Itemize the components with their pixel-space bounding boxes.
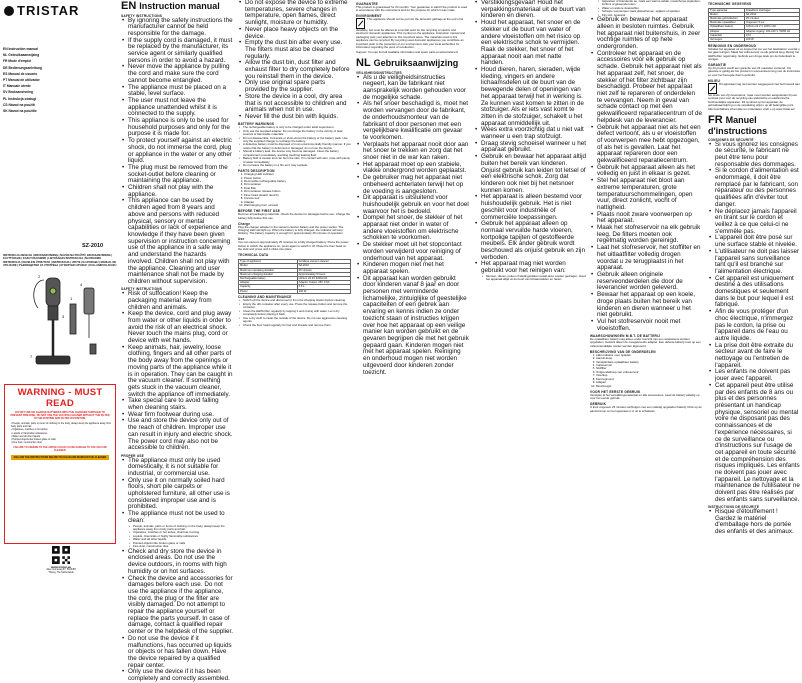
vacuum-illustration: [10, 268, 110, 372]
list-item: • Vul het stofreservoir nooit met vloeistoffen.: [597, 319, 702, 332]
list-item: • Children shall not play with the appliance.: [128, 185, 233, 198]
spec-value: Adaptor Output: 26V 0.5A: [297, 281, 350, 285]
list-item: • Water and all other liquids: [11, 435, 111, 438]
section-heading: BESCHRIJVING VAN DE ONDERDELEN: [590, 349, 656, 354]
fr-safety-list: [708, 142, 800, 504]
svg-text:2: 2: [38, 274, 41, 279]
section-heading: Charge: [238, 221, 251, 226]
warning-list: [11, 422, 111, 444]
paragraph: Verwijder al het verpakkingsmateriaal en alle accessoires. Laad de batterij volledig op voor het eerste gebruik.: [590, 392, 700, 401]
section-heading: BEFORE THE FIRST USE: [238, 209, 281, 214]
list-item: 8. Kierzuigmond: [596, 378, 702, 381]
en-parts-list: [238, 173, 351, 208]
spec-label: Type apparaat: [709, 8, 745, 12]
language-item: ES Manual de usuario: [3, 71, 38, 76]
list-item: • Maak het stofreservoir na elk gebruik leeg. De filters moeten ook regelmatig worden gereinigd.: [597, 225, 702, 245]
list-item: 3. Removable rechargeable battery: [244, 180, 351, 183]
spec-value: Adapter-ingang: 100-240 V, 50/60 Hz: [744, 29, 799, 33]
list-item: • Use a dry cloth to clean the outside of the device. Do not use aggressive cleaning agents.: [243, 317, 351, 324]
list-item: • Stel het apparaat niet bloot aan extreme temperaturen, grote temperatuurschommelingen, open vuur, direct zonlicht, vocht of nattigheid.: [597, 178, 702, 212]
language-item: PL Instrukcja obsługi: [3, 96, 37, 101]
list-item: • Bewaar het apparaat op een koele, droge plaats buiten het bereik van kinderen en dieren wanneer u het niet gebruikt.: [597, 292, 702, 319]
warning-damage-text: FAILURE TO ADHERE TO THE ABOVE COULD CAUSE DAMAGE TO THE VACUUM CLEANER.: [13, 445, 107, 453]
section-heading: VOOR HET EERSTE GEBRUIK: [590, 389, 641, 394]
nl-parts-list: [590, 354, 702, 389]
list-item: 4. Vuilreservoir: [596, 364, 702, 367]
list-item: • Risque d'étouffement ! Gardez le matériel d'emballage hors de portée des enfants et des animaux.: [715, 509, 800, 536]
nl-col5-sublist: [590, 0, 702, 17]
company-address: Jules Verneweg 87, 5015 BH Tilburg, The Netherlands: [46, 569, 76, 574]
list-item: • Sigaretten of brandende as, zoals een warme asbak, messcherpe sigaretten, lucifers of gloeiende kolen: [602, 0, 702, 7]
fr-title: FR Manuel d'instructions: [708, 114, 768, 137]
list-item: • Gebruik het apparaat alleen als het volledig en juist in elkaar is gezet.: [597, 165, 702, 178]
list-item: • Si vous ignorez les consignes de sécurité, le fabricant ne peut être tenu pour responsable des dommages.: [715, 142, 800, 169]
list-item: 4. Dirt container: [244, 183, 351, 186]
nl-col5-list: [590, 17, 702, 332]
list-item: • Fine dust, construction dust: [11, 441, 111, 444]
list-item: • Dit apparaat is uitsluitend voor huishoudelijk gebruik en voor het doel waarvoor het is bedoeld.: [363, 195, 469, 215]
spec-label: Maximale oplaadduur: [709, 21, 745, 25]
spec-label: Capacity: [239, 285, 298, 289]
list-item: 1. Charging LED indicator: [244, 173, 351, 176]
list-item: • Check the device and accessories for damages before each use. Do not use the appliance if the appliance, the cord, the plug or the filter are visibly damaged. Do not attempt to repair the appliance yourself or replace the parts yourself. In case of damage, contact a qualified repair center or the helpdesk of the supplier.: [128, 576, 233, 636]
spec-label: Capaciteit: [709, 33, 745, 37]
spec-label: Oplaadbare batterij: [709, 25, 745, 29]
en-title: EN Instruction manual: [121, 0, 220, 12]
list-item: • Het apparaat is alleen bestemd voor huishoudelijk gebruik. Het is niet geschikt voor industriële of commerciële toepassingen.: [481, 194, 586, 221]
list-item: • The plug must be removed from the socket-outlet before cleaning or maintaining the appliance.: [128, 165, 233, 185]
en-col2-list: [238, 0, 351, 121]
list-item: • Store the device in a cool, dry area that is not accessible to children and animals when not in use.: [245, 94, 351, 114]
paragraph: Remove all packaging materials. Check the device for damages before use. Charge the battery fully before first use.: [238, 212, 350, 220]
paragraph: Support: You can find all available information and spare parts at www.tristar.eu!: [356, 49, 459, 54]
list-item: • L'appareil doit être posé sur une surface stable et nivelée.: [715, 235, 800, 248]
list-item: • By ignoring the safety instructions the manufacturer cannot be held responsible for the damage.: [128, 18, 233, 38]
list-item: • Only use it on normally soiled hard floors, short pile carpets or upholstered furniture, all other use is considered improper use and is prohibited.: [128, 478, 233, 512]
section-heading: PROPER USE: [121, 453, 144, 458]
section-heading: SAFETY INSTRUCTIONS: [121, 287, 163, 292]
cover-column: [0, 0, 120, 575]
list-item: 5. Stoffilter: [596, 367, 702, 370]
spec-value: 0,6 l: [744, 33, 799, 37]
section-heading: GARANTIE: [708, 62, 727, 67]
list-item: 10. Wall hanging (incl. screws): [244, 204, 351, 207]
paragraph: Op dit product wordt een garantie van 24 maanden verleend. Uw garantie is geldig als het product in overeenstemming met de instructies en voor het beoogde doel is gebruikt.: [708, 65, 800, 77]
list-item: • Do not leave the battery in a fire as it may explode.: [243, 164, 351, 167]
list-item: • The appliance must only be used domestically, it is not suitable for industrial, or commercial use.: [128, 458, 233, 478]
list-item: • The appliance must not be used to clean:: [128, 511, 233, 524]
list-item: • Never place heavy objects on the device.: [245, 27, 351, 40]
warning-instruction: FOLLOW THE INSTRUCTIONS BELOW TO CLEAN AND MAINTAIN THE CLEANER: [11, 455, 109, 460]
spec-label: Maximale gebruiksduur: [709, 16, 745, 20]
section-heading: ENVIRONMENT: [356, 13, 382, 18]
spec-label: Adapter: [709, 29, 745, 33]
list-item: • Use and store the device only out of the reach of children. Improper use can result in injury and electric shock. The power cord may also not be accessible to children.: [128, 418, 233, 452]
svg-text:4: 4: [80, 282, 83, 287]
list-item: 6. Dirt container release button: [244, 190, 351, 193]
list-item: • Draag stevig schoeisel wanneer u het apparaat gebruikt.: [481, 141, 586, 154]
spec-value: Ongeveer 5 uur: [744, 21, 799, 25]
list-item: • Do not disassemble, incinerate or short-circuit the battery or the battery pack. Use only the supplied charger to recharge the battery.: [243, 137, 351, 144]
list-item: • Empty the dirt container after every use. Press the release button and remove the container.: [243, 303, 351, 310]
list-item: • Cigarettes, matches or hot ashes: [11, 428, 111, 431]
spec-value: SZ-2010: [297, 264, 350, 268]
list-item: • Take special care to avoid falling when cleaning stairs.: [128, 398, 233, 411]
nl-title: NL Gebruiksaanwijzing: [356, 57, 459, 70]
list-item: • Houd het apparaat, het snoer en de stekker uit de buurt van water of andere vloeistoffen om het risico op een elektrische schok te vermijden. Raak de stekker, het snoer of het apparaat nooit aan met natte handen.: [481, 20, 586, 67]
list-item: • Les enfants ne doivent pas jouer avec l'appareil.: [715, 369, 800, 382]
nl-col4-sublist: [474, 275, 586, 282]
list-item: • Gebruik en bewaar het apparaat altijd buiten het bereik van kinderen. Onjuist gebruik kan leiden tot letsel of een elektrische schok. Zorg dat kinderen ook niet bij het netsnoer kunnen komen.: [481, 154, 586, 194]
paragraph: This appliance should not be put into the domestic garbage at the end of its durability, but must be offered at a central point for the recycling of electric and electronic domestic appliances. This symbol on the appliance, instruction manual and packaging puts your attention to this important issue. The materials used in this appliance can be recycled. By recycling used domestic appliances you contribute an important push to the protection of our environment. Ask your local authorities for information regarding the point of recollection.: [356, 16, 466, 50]
nl-column-4: [474, 0, 586, 575]
list-item: • Als het snoer beschadigd is, moet het worden vervangen door de fabrikant, de onderhoudsmonteur van de fabrikant of door personen met een vergelijkbare kwalificatie om gevaar te voorkomen.: [363, 101, 469, 141]
list-item: • To protect yourself against an electric shock, do not immerse the cord, plug or appliance in the water or any other liquid.: [128, 138, 233, 165]
list-item: • Verplaats het apparaat nooit door aan het snoer te trekken en zorg dat het snoer niet in de war kan raken.: [363, 142, 469, 162]
list-item: • Fine dust, construction dust: [133, 545, 233, 548]
list-item: • Switch off the device and disconnect it from the charging station before cleaning.: [243, 299, 351, 302]
section-heading: INSTRUCTIONS DE SÉCURITÉ: [708, 505, 760, 510]
list-item: • La prise doit être extraite du secteur avant de faire le nettoyage ou l'entretien de l'appareil.: [715, 343, 800, 370]
section-heading: WAARSCHUWINGEN M.B.T. DE BATTERIJ: [590, 333, 661, 338]
list-item: • This appliance can be used by children aged from 8 years and above and persons with reduced physical, sensory or mental capabilities or lack of experience and knowledge if they have been given supervision or instruction concerning use of the appliance in a safe way and understand the hazards involved. Children shall not play with the appliance. Cleaning and user maintenance shall not be made by children without supervision.: [128, 198, 233, 285]
list-item: • Gebruik het apparaat niet als het een defect vertoont, als u er vloeistoffen of voorwerpen mee hebt opgezogen, of als het is gevallen. Laat het apparaat repareren door een gekwalificeerd reparatiecentrum.: [597, 125, 702, 165]
spec-label: Power: [239, 289, 298, 293]
list-item: • This appliance is only to be used for household purposes and only for the purpose it is made for.: [128, 118, 233, 138]
language-item: FR Mode d'emploi: [3, 59, 32, 64]
nl-tech-table: [708, 8, 800, 43]
language-item: SK Návod na použitie: [3, 109, 37, 114]
list-item: • Verstikkingsgevaar! Houd het verpakkingsmateriaal uit de buurt van kinderen en dieren.: [481, 0, 586, 20]
list-item: • Als u de veiligheidsinstructies negeert, kan de fabrikant niet aansprakelijk worden gehouden voor de mogelijke schade.: [363, 75, 469, 102]
list-item: • Wees extra voorzichtig dat u niet valt wanneer u een trap stofzuigt.: [481, 127, 586, 140]
list-item: • Pointed objects like broken glass or nails: [11, 438, 111, 441]
list-item: • Cet appareil peut être utilisé par des enfants de 8 ans ou plus et des personnes présentant un handicap physique, sensoriel ou mental voire ne disposant pas des connaissances et de l'expérience nécessaires, si ce de surveillance ou d'instructions sur l'usage de cet appareil en toute sécurité et de compréhension des risques impliqués. Les enfants ne doivent pas jouer avec l'appareil. Le nettoyage et la maintenance de l'utilisateur ne doivent pas être réalisés par des enfants sans surveillance.: [715, 383, 800, 504]
en-column-2: [238, 0, 351, 575]
list-item: • Only use the supplied adapter. Do not charge the battery in the vicinity of heat sources or flammable materials.: [243, 130, 351, 137]
list-item: • If the supply cord is damaged, it must be replaced by the manufacturer, its service agent or similarly qualified persons in order to avoid a hazard.: [128, 38, 233, 65]
section-heading: TECHNISCHE GEGEVENS: [708, 1, 752, 6]
list-item: • Gebruik en bewaar het apparaat alleen in besloten ruimtes. Gebruik het apparaat niet buitenshuis, in zeer vochtige ruimtes of op hete ondergronden.: [597, 17, 702, 51]
list-item: • Only use the device if it has been completely and correctly assembled.: [128, 669, 233, 682]
spec-label: Maximum operating duration: [239, 268, 298, 272]
en-battery-list: [238, 126, 351, 167]
paragraph: U kunt ongeveer 25 minuten stofzuigen met een volledig opgeladen batterij. Druk op de aan/uit-knop om het apparaat in of uit te schakelen.: [590, 405, 702, 413]
wheelie-bin-icon: [708, 83, 717, 94]
en-safety-list: [121, 18, 233, 286]
spec-value: 0.6 L: [297, 285, 350, 289]
section-heading: GEBRUIK: [590, 402, 607, 407]
list-item: • Water en andere vloeistoffen: [602, 7, 702, 10]
spec-value: 25 minuten: [744, 16, 799, 20]
list-item: • Gebruik het apparaat alleen op normaal vervuilde harde vloeren, kortpolige tapijten of gestoffeerde meubels. Elk ander gebruik wordt beschouwd als onjuist gebruik en zijn verboden.: [481, 221, 586, 261]
table-row: [239, 289, 351, 293]
list-item: • Houd dieren, haren, sieraden, wijde kleding, vingers en andere lichaamsdelen uit de buurt van de bewegende delen of openingen van het apparaat terwijl het in werking is. Ze kunnen vast komen te zitten in de stofzuiger. Als er iets vast komt te zitten in de stofzuiger, schakelt u het apparaat onmiddellijk uit.: [481, 67, 586, 127]
list-item: • Het apparaat mag niet worden gebruikt voor het reinigen van:: [481, 261, 586, 274]
en-purpose-sublist: [121, 525, 233, 549]
en-column-1: [121, 0, 234, 683]
list-item: • Empty the dust bin after every use. The filters must also be cleaned regularly.: [245, 40, 351, 60]
list-item: 2. Aan/uit-knop: [596, 357, 702, 360]
wheelie-bin-icon: [356, 18, 365, 29]
en-cleaning-list: [238, 299, 351, 327]
list-item: • Ne déplacez jamais l'appareil en tirant sur le cordon et veillez à ce que celui-ci ne s'emmêle pas.: [715, 209, 800, 236]
list-item: 7. Vloerkop: [596, 374, 702, 377]
list-item: • A defective battery must be disposed of in an environmentally friendly manner. If you notice that the battery is deformed or damaged, do not use the device.: [243, 143, 351, 150]
list-item: • Scherpe voorwerpen zoals glasscherven, spijkers of spelden: [602, 10, 702, 13]
warning-red-text: DO NOT USE OR CHARGE BATTERIES WITH THE CHARGER SUPPLIED TO PREVENT FIRE RISK. DO NOT USE THE VACUUM CLEANER WITHOUT THE FILTER IN THE DUSTBIN AND FILTER IN POSITION.: [10, 411, 110, 421]
paragraph: Alle beschikbare informatie en onderdelen vindt u op www.tristar.eu!: [708, 106, 795, 111]
language-item: SV Bruksanvisning: [3, 90, 34, 95]
list-item: • Plaats nooit zware voorwerpen op het apparaat.: [597, 212, 702, 225]
list-item: • Keep the device, cord and plug away from water or other liquids in order to avoid the risk of an electrical shock. Never touch the mains plug, cord or device with wet hands.: [128, 311, 233, 345]
nl-safety-list: [356, 75, 469, 377]
list-item: • Only use original spare parts provided by the supplier.: [245, 80, 351, 93]
list-item: • Pointed objects like broken glass or nails: [133, 542, 233, 545]
qr-code-icon: [52, 546, 70, 564]
paragraph: You can vacuum approximately 25 minutes on a fully charged battery. Press the power button to switch the appliance on, press again to switch it off. Place the floor head on the stick and press until it clicks into place.: [238, 240, 349, 252]
spec-value: 25 minutes: [297, 268, 350, 272]
warning-box: [4, 384, 116, 544]
nl-column-5: [590, 0, 702, 575]
section-heading: PARTS DESCRIPTION: [238, 169, 275, 174]
list-item: • Should a battery leak, the device may become damaged. Clean the battery compartment immediately, avoiding touching leaking fluid.: [243, 150, 351, 157]
spec-label: Model: [709, 12, 745, 16]
list-item: • The rechargeable battery is only to be charged under adult supervision.: [243, 126, 351, 129]
list-item: • Kinderen mogen niet met het apparaat spelen.: [363, 262, 469, 275]
list-item: • The appliance must be placed on a stable, level surface.: [128, 85, 233, 98]
list-item: • Never fill the dust bin with liquids.: [245, 114, 351, 121]
list-item: • People, animals, parts or items of clothing on the body, always keep the appliance away from body parts and hair.: [133, 525, 233, 532]
list-item: • Het apparaat moet op een stabiele, vlakke ondergrond worden geplaatst.: [363, 162, 469, 175]
list-item: • Laat het stofreservoir, het stoffilter en het uitlaatfilter volledig drogen voordat u ze terugplaatst in het apparaat.: [597, 245, 702, 272]
list-item: • Do not expose the device to extreme temperatures, severe changes in temperature, open flames, direct sunlight, moisture or humidity.: [245, 0, 351, 27]
list-item: 9. Adapter: [596, 381, 702, 384]
list-item: • Dit apparaat kan worden gebruikt door kinderen vanaf 8 jaar en door personen met verminderde lichamelijke, zintuiglijke of geestelijke capaciteiten of een gebrek aan ervaring en kennis indien ze onder toezicht staan of instructies krijgen over hoe het apparaat op een veilige manier kan worden gebruikt en de gevaren begrijpen die met het gebruik gepaard gaan. Kinderen mogen niet met het apparaat spelen. Reiniging en onderhoud mogen niet worden uitgevoerd door kinderen zonder toezicht.: [363, 276, 469, 377]
list-item: • Allow the dust bin, dust filter and exhaust filter to dry completely before you reinstall them in the device.: [245, 60, 351, 80]
paragraph: This product is guaranteed for 24 months. Your guarantee is valid if the product is used in accordance with the instructions and for the purpose for which it was made.: [356, 4, 468, 12]
spec-label: Vermogen: [709, 37, 745, 41]
spec-value: Cordless vacuum cleaner: [297, 260, 350, 264]
section-heading: TECHNICAL DATA: [238, 253, 269, 258]
list-item: • Controleer het apparaat en de accessoires vóór elk gebruik op schade. Gebruik het apparaat niet als het apparaat zelf, het snoer, de stekker of het filter zichtbaar zijn beschadigd. Probeer het apparaat niet zelf te repareren of onderdelen te vervangen. Neem in geval van schade contact op met een gekwalificeerd reparatiecentrum of de helpdesk van de leverancier.: [597, 51, 702, 125]
list-item: • Liquids or flammable substances: [11, 432, 111, 435]
list-item: • Si le cordon d'alimentation est endommagé, il doit être remplacé par le fabricant, son réparateur ou des personnes qualifiées afin d'éviter tout danger.: [715, 168, 800, 208]
list-item: • Cigarettes, matches or hot ashes, charcoal, burning: [133, 531, 233, 534]
brand-logo: TRISTAR: [4, 3, 79, 18]
language-item: PT Manual de utilizador: [3, 78, 40, 83]
section-heading: GUARANTEE: [356, 1, 378, 6]
fr-safety2-list: [708, 509, 800, 536]
paragraph: Dit apparaat mag niet worden weggegooid met het huisvuil aan het einde van zijn levensduur, maar moet worden aangeboden bij een centraal punt voor de recycling van elektrische en elektronische huishoudelijke apparaten. Dit symbool op het apparaat, de gebruiksaanwijzing en de verpakking wijst u op dit belangrijke punt.: [708, 81, 800, 108]
list-item: 7. Floor head (detach launch): [244, 194, 351, 197]
spec-value: Draadloze stofzuiger: [744, 8, 799, 12]
spec-label: Maximum charging duration: [239, 272, 298, 276]
en-purpose-list: [121, 458, 233, 525]
list-item: • Check the floor head regularly for hair and threads and remove them.: [243, 324, 351, 327]
list-item: • Fijn stof, bouwstof: [602, 14, 702, 17]
list-item: • Dompel het snoer, de stekker of het apparaat niet onder in water of andere vloeistoffen om elektrische schokken te voorkomen.: [363, 215, 469, 242]
list-item: • Afin de vous protéger d'un choc électrique, n'immergez pas le cordon, la prise ou l'appareil dans de l'eau ou autre liquide.: [715, 309, 800, 343]
list-item: 10. Muurbeugel: [596, 385, 702, 388]
list-item: • Wear firm footwear during use.: [128, 412, 233, 419]
list-item: • De gebruiker mag het apparaat niet onbeheerd achterlaten terwijl het op de voeding is aangesloten.: [363, 175, 469, 195]
list-item: • Keep animals, hair, jewelry, loose clothing, fingers and all other parts of the body away from the openings or moving parts of the appliance while it is in operation. They can be caught in the vacuum cleaner. If something gets stuck in the vacuum cleaner, switch the appliance off immediately.: [128, 345, 233, 399]
en-nl-column-3: [356, 0, 469, 575]
spec-value: Lithium 22,2 V 2200 mAh: [744, 25, 799, 29]
language-item: EN Instruction manual: [3, 47, 38, 51]
language-item: DE Bedienungsanleitung: [3, 65, 43, 70]
list-item: 6. Ontgrendelknop van vuilreservoir: [596, 371, 702, 374]
list-item: • Cet appareil est uniquement destiné à des utilisations domestiques et seulement dans le but pour lequel il est fabriqué.: [715, 276, 800, 310]
paragraph: De oplaadbare batterij mag alleen onder toezicht van een volwassene worden opgeladen. Gebruik alleen de meegeleverde adapter. Een defecte batterij moet op een milieuvriendelijke manier worden afgevoerd.: [590, 336, 701, 348]
language-item: CS Návod na použití: [3, 102, 35, 107]
model-number: SZ-2010: [82, 243, 104, 249]
spec-value: 100 W: [744, 37, 799, 41]
sub-language-list: INSTRUKCJA OBSŁUGI | BRUKSANVISNING | NÁVOD NA POUŽITÍ | BRUGSANVISNING | KÄYTTÖOHJE | KASUTUSJUHEND | LIETOŠANAS INSTRUKCIJA | NAUDOJIMO INSTRUKCIJA | KEZELÉSI ÚTMUTATÓ | INSTRUKCIJA | UPUTE ZA UPORABU | MANUAL DE UTILIZARE | РЪКОВОДСТВО ЗА УПОТРЕБА | ΕΓΧΕΙΡΊΔΙΟ ΧΡΉΣΗΣ | KULLANIM KILAVUZU: [3, 254, 117, 267]
list-item: 9. Adapter: [244, 201, 351, 204]
en-safety2-list: [121, 291, 233, 452]
section-heading: SAFETY INSTRUCTIONS: [121, 13, 163, 18]
section-heading: CONSIGNES DE SÉCURITÉ: [708, 137, 754, 142]
section-heading: CLEANING AND MAINTENANCE: [238, 295, 292, 300]
spec-label: Type of appliance: [239, 260, 298, 264]
list-item: • L'utilisateur ne doit pas laisser l'appareil sans surveillance tant qu'il est branché sur l'alimentation électrique.: [715, 249, 800, 276]
list-item: • Battery fluid is caustic and can burn the skin. If in contact with skin, rinse with plenty of water immediately.: [243, 157, 351, 164]
list-item: • The user must not leave the appliance unattended whilst it is connected to the supply.: [128, 98, 233, 118]
spec-value: Approximately 5 hours: [297, 272, 350, 276]
list-item: • Water and all other liquids: [133, 538, 233, 541]
list-item: 5. Dust filter: [244, 187, 351, 190]
list-item: • Liquids, chemicals or highly flammable substances: [133, 535, 233, 538]
list-item: • Mensen, dieren, putten of kledingstukken terwijl deze worden gedragen. Houd het apparaat altijd uit de buurt van lichaamsdelen en haren.: [486, 275, 586, 282]
en-purpose2-list: [121, 549, 233, 683]
list-item: • De stekker moet uit het stopcontact worden verwijderd voor reiniging of onderhoud van het apparaat.: [363, 242, 469, 262]
spec-value: 100 W: [297, 289, 350, 293]
warning-title: WARNING - MUST READ: [17, 387, 103, 409]
section-heading: Use: [238, 237, 245, 242]
list-item: • Never move the appliance by pulling the cord and make sure the cord cannot become entangled.: [128, 64, 233, 84]
spec-value: Lithium 22.2V 2200mAh: [297, 277, 350, 281]
language-item: IT Manuale utente: [3, 84, 31, 89]
language-item: NL Gebruiksaanwijzing: [3, 53, 40, 58]
qr-block: [46, 546, 76, 575]
spec-label: Adapter: [239, 281, 298, 285]
svg-text:1: 1: [70, 296, 73, 301]
paragraph: Schakel het apparaat uit en koppel het los van het laadstation voordat u het gaat reinigen. Maak het vuilreservoir na elk gebruik leeg. Reinig het HEPA-filter regelmatig. Gebruik een droge doek om de buitenkant te reinigen.: [708, 46, 800, 61]
en-tech-table: [238, 259, 351, 294]
list-item: 8. Crevice tool: [244, 197, 351, 200]
section-heading: VEILIGHEIDSINSTRUCTIES: [356, 70, 402, 75]
paragraph: Plug the charger adapter in the vacuum cleaner battery and the power socket. The charging LED will light up. When the battery is fully charged, the indicator will stop blinking. The battery capacity is enough for approximately 25 minutes of operation.: [238, 224, 344, 236]
website-link[interactable]: www.tristar.eu: [50, 565, 72, 569]
section-heading: BATTERY WARNINGS: [238, 122, 275, 127]
table-row: [709, 37, 800, 41]
list-item: 2. Power button: [244, 177, 351, 180]
brand-mark-icon: [4, 6, 14, 16]
list-item: 1. LED-indicator voor opladen: [596, 354, 702, 357]
list-item: 3. Verwijderbare oplaadbare batterij: [596, 361, 702, 364]
section-heading: REINIGING EN ONDERHOUD: [708, 43, 757, 48]
list-item: • Do not use the device if it malfunctions, has occurred up liquids or objects or has fallen down. Have the device repaired by a qualified repair center.: [128, 636, 233, 670]
list-item: • Check and dry store the device in enclosed areas. Do not use the device outdoors, in rooms with high humidity or on hot surfaces.: [128, 549, 233, 576]
list-item: • People, animals, parts or items of clothing on the body, always keep the appliance away from body parts and hair.: [11, 422, 111, 428]
svg-text:3: 3: [62, 314, 65, 319]
list-item: • Risk of suffocation! Keep the packaging material away from children and animals.: [128, 291, 233, 311]
svg-text:7: 7: [30, 354, 33, 359]
spec-label: Rechargeable battery: [239, 277, 298, 281]
nl-fr-column-6: [708, 0, 800, 575]
section-heading: MILIEU: [708, 78, 721, 83]
nl-col4-list: [474, 0, 586, 275]
spec-value: SZ-2010: [744, 12, 799, 16]
list-item: • Gebruik alleen originele reserveonderdelen die door de leverancier worden geleverd.: [597, 272, 702, 292]
spec-label: Model: [239, 264, 298, 268]
list-item: • Clean the HEPA filter regularly by tapping it and rinsing with water. Let it dry completely before placing it back.: [243, 310, 351, 317]
language-list: [3, 46, 55, 114]
